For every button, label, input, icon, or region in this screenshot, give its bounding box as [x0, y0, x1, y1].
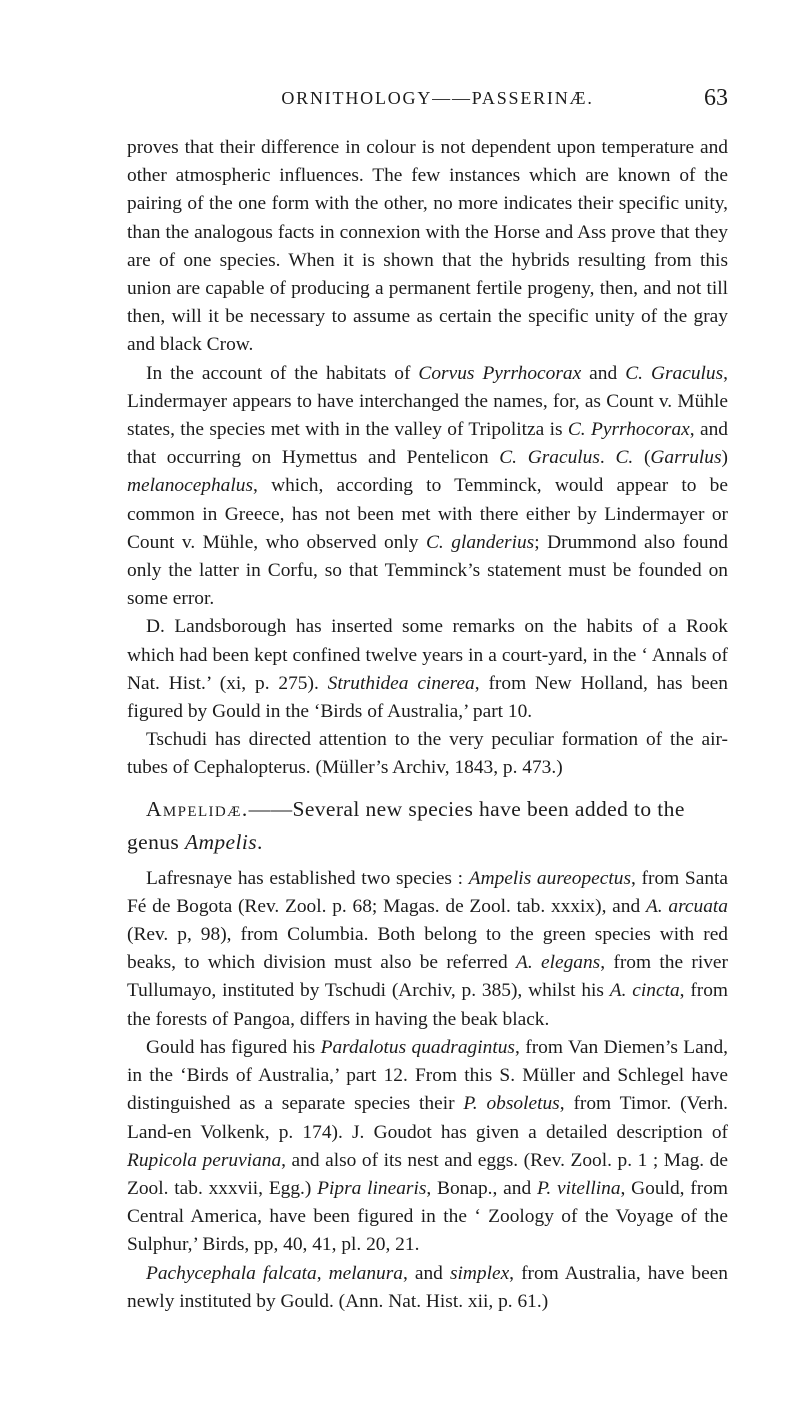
text-run: proves that their difference in colour is not dependent upon temperature and other atmospheric influences. The few instances which are known of the pairing of the one form with the other, no more indicates their specific unity, than the analogous facts in connexion with the Horse and Ass prove that they are of one species. When it is shown that the hybrids resulting from this union are capable of producing a permanent fertile progeny, then, and not till then, will it be necessary to assume as certain the specific unity of the gray and black Crow.	[127, 137, 728, 356]
italic-text: P. obsoletus	[463, 1093, 560, 1115]
text-run: , Bonap., and	[426, 1177, 537, 1199]
text-run: D. Landsborough has inserted some remarks on the habits of a Rook which had been kept confined twelve years in a court-yard, in the ‘ Annals of Nat. Hist.’ (xi, p. 275).	[127, 616, 728, 694]
italic-text: melanocephalus	[127, 475, 254, 497]
text-run: (	[633, 447, 651, 469]
text-run: , and also of its nest and eggs. (Rev. Zool. p. 1 ; Mag. de Zool. tab. xxxvii, Egg.)	[127, 1149, 728, 1199]
italic-text: C. Graculus	[625, 362, 724, 384]
italic-text: A. arcuata	[645, 895, 728, 917]
paragraph	[127, 360, 728, 614]
running-head: ORNITHOLOGY——PASSERINÆ.	[281, 88, 594, 108]
text-run: , from New Holland, has been figured by Gould in the ‘Birds of Australia,’ part 10.	[127, 672, 728, 723]
text-run: , Gould, from Central America, have been figured in the ‘ Zoology of the Voyage of the Sulphur,’ Birds, pp, 40, 41, pl. 20, 21.	[127, 1177, 728, 1256]
paragraph	[127, 726, 728, 782]
italic-text: Pardalotus quadragintus	[320, 1036, 515, 1058]
text-run: In the account of the habitats of	[146, 362, 419, 384]
paragraph	[127, 613, 728, 726]
italic-text: Garrulus	[650, 447, 722, 469]
section-dash: ——	[248, 796, 293, 821]
italic-text: C.	[615, 447, 634, 469]
italic-text: simplex	[449, 1262, 510, 1284]
text-run: Tschudi has directed attention to the very peculiar formation of the air-tubes of Cephalopterus. (Müller’s Archiv, 1843, p. 473.)	[127, 729, 728, 779]
text-run: Gould has figured his	[146, 1036, 321, 1058]
text-run: , from Timor. (Verh. Land-en Volkenk, p. 174). J. Goudot has given a detailed description of	[127, 1093, 728, 1143]
text-run: , from Santa Fé de Bogota (Rev. Zool. p. 68; Magas. de Zool. tab. xxxix), and	[127, 867, 729, 917]
paragraph	[127, 134, 728, 360]
italic-text: C. Graculus	[499, 447, 600, 469]
section-heading-end: .	[257, 829, 263, 854]
section-heading	[127, 793, 728, 859]
text-run: ; Drummond also found only the latter in Corfu, so that Temminck’s statement must be founded on some error.	[127, 531, 728, 610]
text-run: , Lindermayer appears to have interchanged the names, for, as Count v. Mühle states, the species met with in the valley of Tripolitza is	[127, 362, 729, 441]
text-run: .	[599, 447, 616, 469]
section-genus: Ampelis	[184, 829, 258, 854]
paragraph	[127, 865, 728, 1034]
text-run: , from Van Diemen’s Land, in the ‘Birds of Australia,’ part 12. From this S. Müller and Schlegel have distinguished as a separate species their	[127, 1036, 728, 1115]
italic-text: C. Pyrrhocorax	[567, 419, 690, 441]
text-run: , and that occurring on Hymettus and Pentelicon	[127, 419, 728, 469]
text-run: , from the forests of Pangoa, differs in having the beak black.	[127, 980, 729, 1030]
paragraph	[127, 1260, 728, 1316]
italic-text: Corvus Pyrrhocorax	[418, 362, 582, 384]
text-run: and	[581, 362, 626, 384]
text-run: (Rev. p, 98), from Columbia. Both belong to the green species with red beaks, to which division must also be referred	[127, 924, 728, 974]
text-run: , which, according to Temminck, would appear to be common in Greece, has not been met with there either by Lindermayer or Count v. Mühle, who observed only	[127, 475, 728, 553]
italic-text: Pachycephala falcata	[146, 1262, 317, 1284]
text-run: ,	[316, 1262, 329, 1284]
italic-text: C. glanderius	[426, 531, 535, 553]
page-header	[127, 85, 728, 116]
text-run: )	[721, 447, 729, 469]
body-text	[127, 134, 728, 1316]
italic-text: Rupicola peruviana	[127, 1149, 282, 1171]
text-run: Lafresnaye has established two species :	[146, 867, 469, 889]
text-run: , from the river Tullumayo, instituted by Tschudi (Archiv, p. 385), whilst his	[127, 952, 728, 1002]
italic-text: P. vitellina	[536, 1177, 621, 1199]
italic-text: A. elegans	[516, 952, 601, 974]
text-run: , and	[402, 1262, 450, 1284]
italic-text: Pipra linearis	[317, 1177, 427, 1199]
page-number: 63	[704, 85, 728, 111]
italic-text: melanura	[328, 1262, 403, 1284]
section-heading-text: Several new species have been added to the genus	[127, 796, 685, 854]
text-run: , from Australia, have been newly instituted by Gould. (Ann. Nat. Hist. xii, p. 61.)	[127, 1262, 728, 1312]
paragraph	[127, 1034, 728, 1260]
italic-text: Struthidea cinerea	[327, 672, 475, 694]
italic-text: Ampelis aureopectus	[468, 867, 631, 889]
italic-text: A. cincta	[609, 980, 680, 1002]
section-name: Ampelidæ.	[146, 796, 249, 821]
